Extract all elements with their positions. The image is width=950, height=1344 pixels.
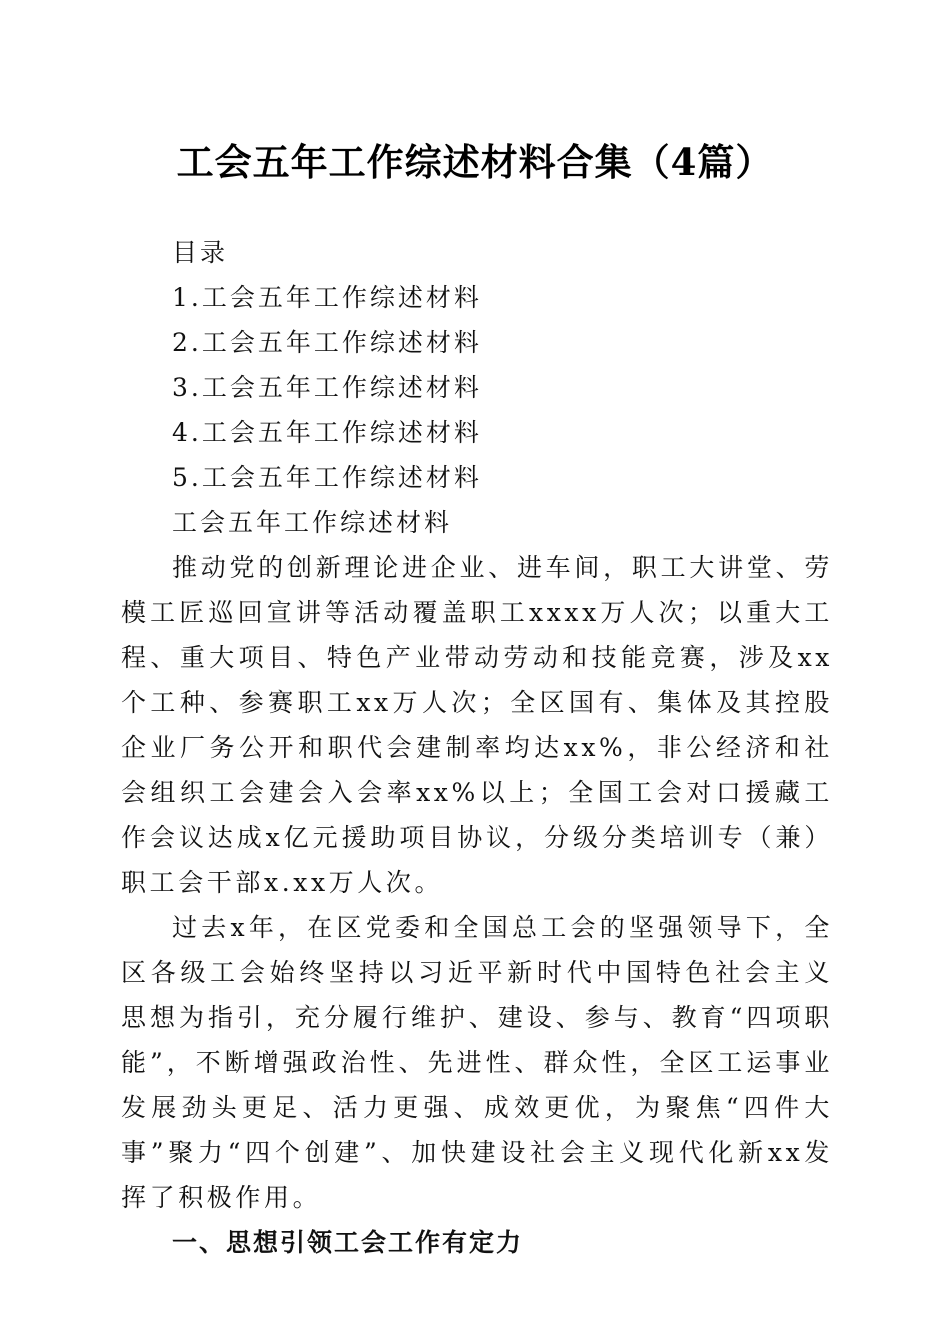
toc-item: 5.工会五年工作综述材料	[172, 463, 482, 492]
toc-item: 3.工会五年工作综述材料	[172, 373, 482, 402]
toc-item: 2.工会五年工作综述材料	[172, 328, 482, 357]
toc-item: 4.工会五年工作综述材料	[172, 418, 482, 447]
document-body	[121, 545, 833, 1265]
body-paragraph: 推动党的创新理论进企业、进车间，职工大讲堂、劳模工匠巡回宣讲等活动覆盖职工xxxx万人次；以重大工程、重大项目、特色产业带动劳动和技能竞赛，涉及xx个工种、参赛职工xx万人次；全区国有、集体及其控股企业厂务公开和职代会建制率均达xx%，非公经济和社会组织工会建会入会率xx%以上；全国工会对口援藏工作会议达成x亿元援助项目协议，分级分类培训专（兼）职工会干部x.xx万人次。	[121, 553, 833, 897]
section-title: 工会五年工作综述材料	[172, 508, 453, 537]
body-paragraph: 过去x年，在区党委和全国总工会的坚强领导下，全区各级工会始终坚持以习近平新时代中国特色社会主义思想为指引，充分履行维护、建设、参与、教育“四项职能”，不断增强政治性、先进性、群众性，全区工运事业发展劲头更足、活力更强、成效更优，为聚焦“四件大事”聚力“四个创建”、加快建设社会主义现代化新xx发挥了积极作用。	[121, 913, 833, 1212]
document-title: 工会五年工作综述材料合集（4篇）	[176, 140, 774, 184]
toc-heading: 目录	[172, 238, 229, 267]
table-of-contents	[172, 230, 872, 545]
section-heading: 一、思想引领工会工作有定力	[172, 1228, 524, 1257]
toc-item: 1.工会五年工作综述材料	[172, 283, 482, 312]
